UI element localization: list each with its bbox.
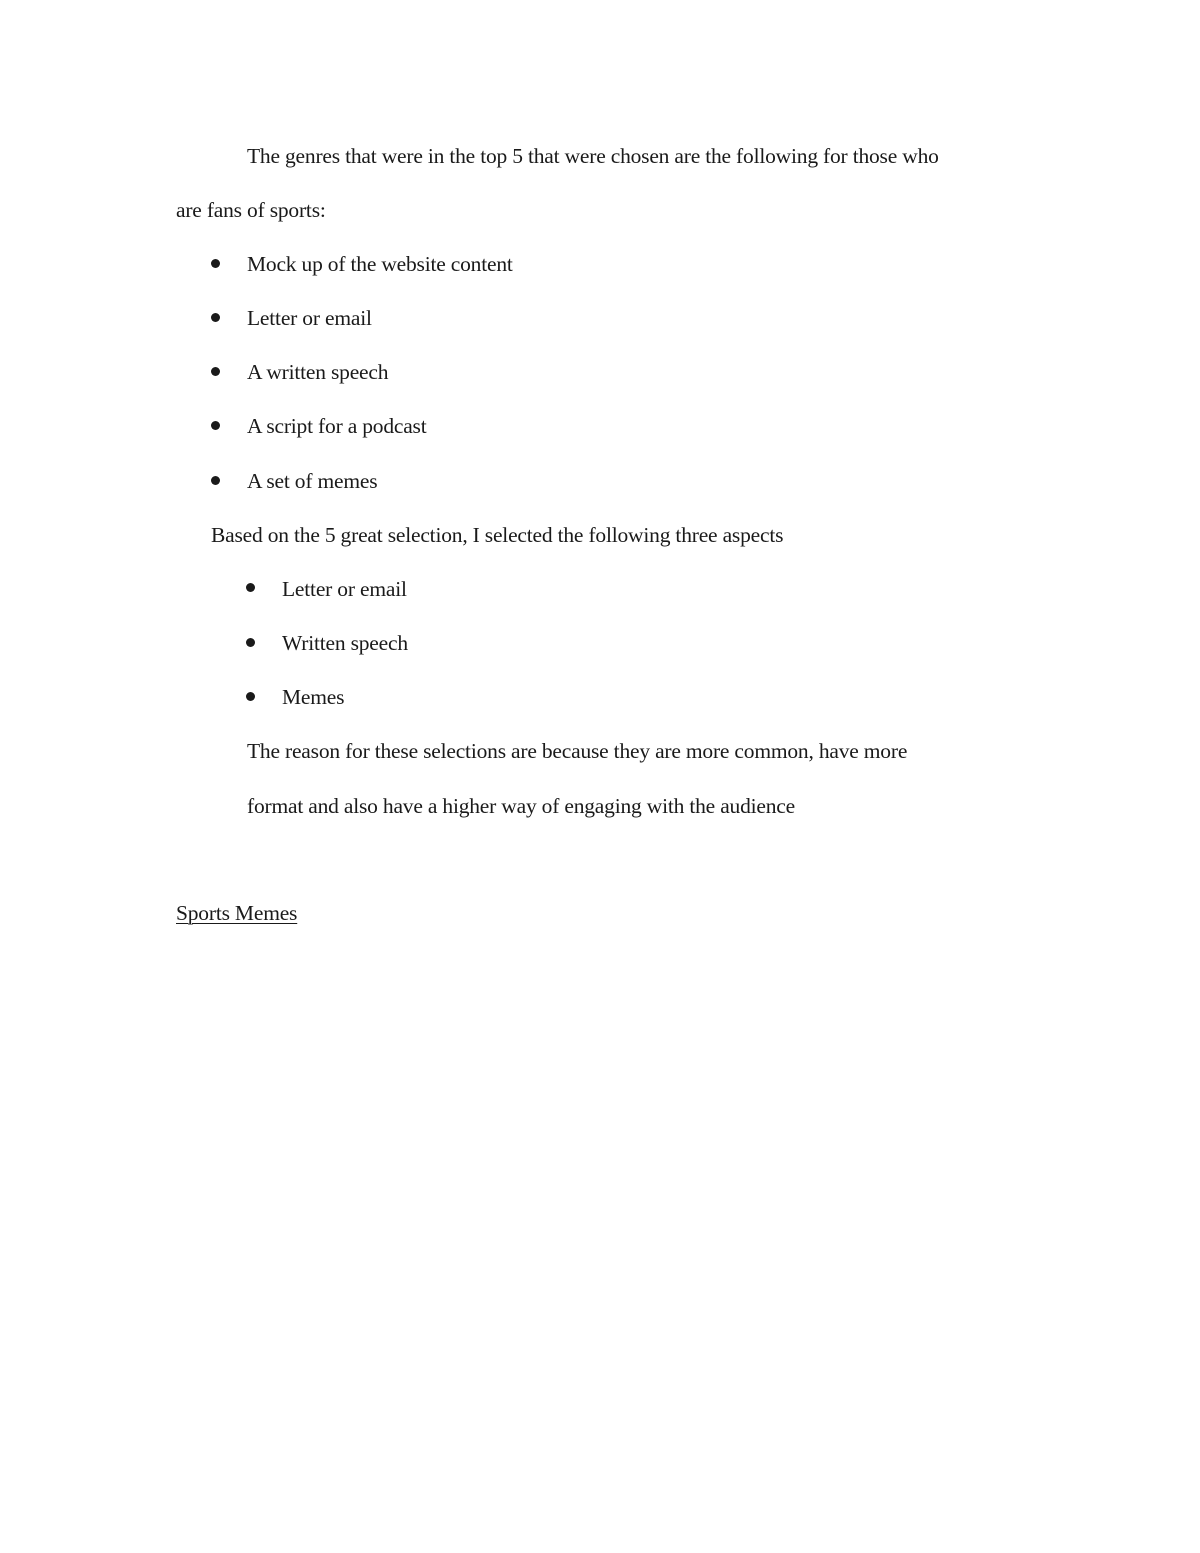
bullet-icon bbox=[246, 583, 255, 592]
list-item-text: Written speech bbox=[282, 631, 408, 655]
list-item-text: Memes bbox=[282, 685, 345, 709]
reason-line-2: format and also have a higher way of engaging with the audience bbox=[247, 794, 795, 818]
bullet-icon bbox=[211, 421, 220, 430]
list-item-text: A script for a podcast bbox=[247, 414, 427, 438]
intro-line-1: The genres that were in the top 5 that were chosen are the following for those who bbox=[247, 144, 939, 168]
intro-line-2: are fans of sports: bbox=[176, 198, 326, 222]
list-item-text: Letter or email bbox=[282, 577, 407, 601]
bullet-icon bbox=[211, 313, 220, 322]
bullet-icon bbox=[246, 638, 255, 647]
bullet-icon bbox=[211, 259, 220, 268]
reason-line-1: The reason for these selections are because they are more common, have more bbox=[247, 739, 908, 763]
section-heading: Sports Memes bbox=[176, 901, 298, 925]
bullet-icon bbox=[246, 692, 255, 701]
list-item-text: Letter or email bbox=[247, 306, 372, 330]
bullet-icon bbox=[211, 476, 220, 485]
list-item-text: A set of memes bbox=[247, 469, 378, 493]
list-item-text: Mock up of the website content bbox=[247, 252, 513, 276]
selection-intro: Based on the 5 great selection, I selected the following three aspects bbox=[211, 523, 784, 547]
list-item-text: A written speech bbox=[247, 360, 389, 384]
bullet-icon bbox=[211, 367, 220, 376]
